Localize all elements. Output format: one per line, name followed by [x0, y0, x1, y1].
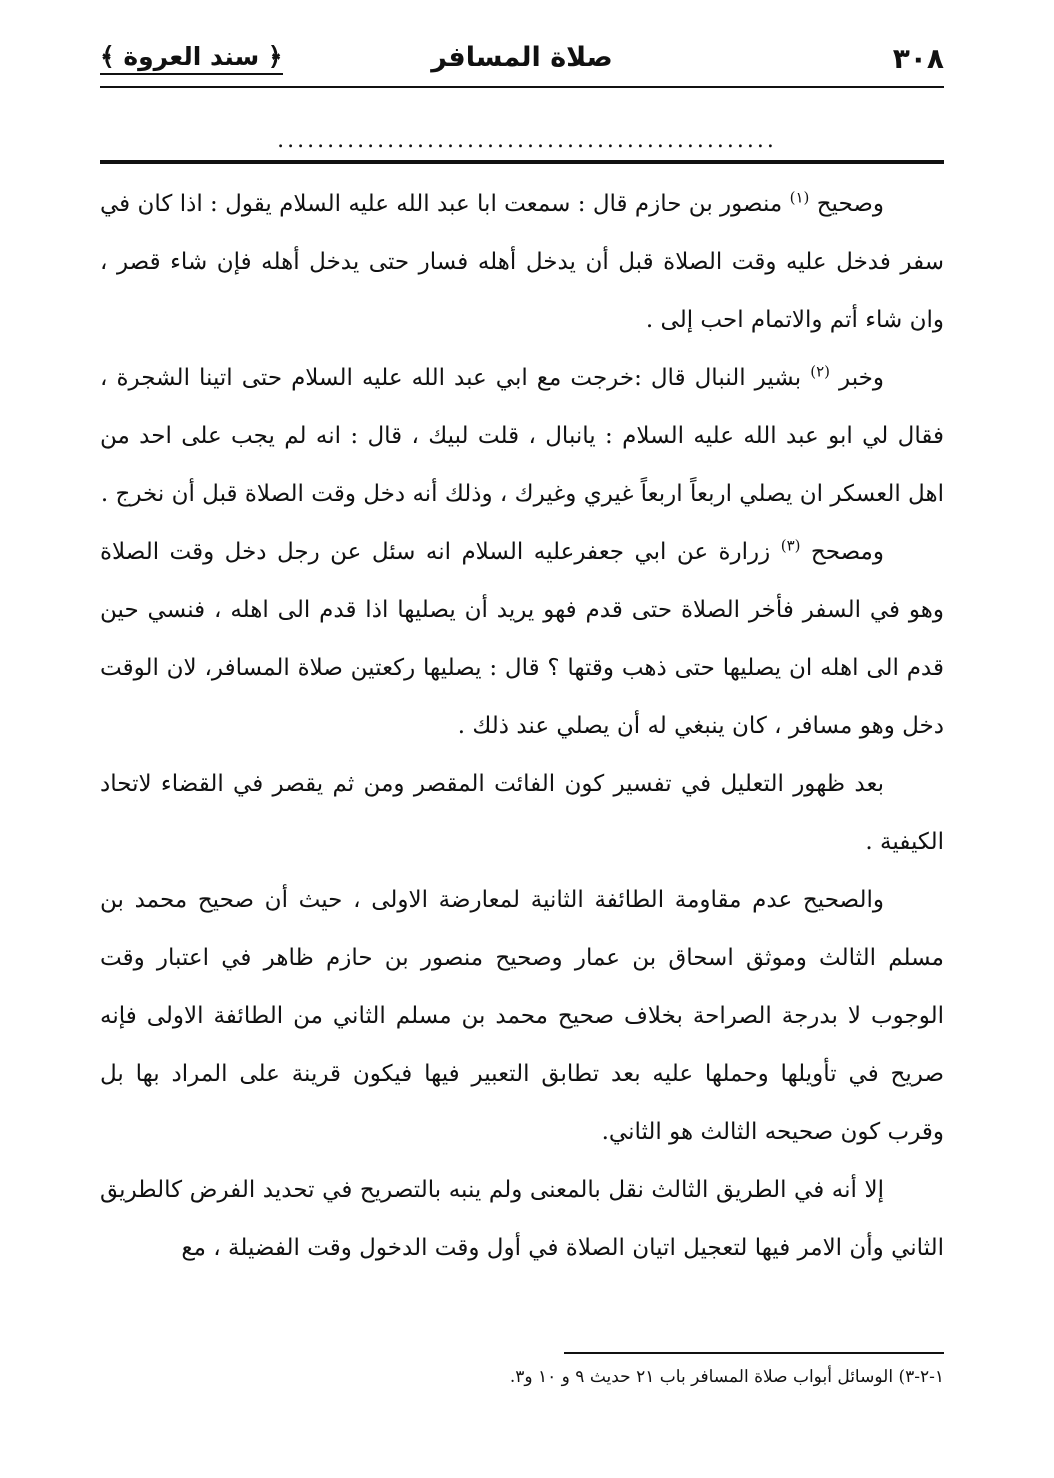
paragraph: وصحيح $^{(١)}$ منصور بن حازم قال : سمعت ابا عبد الله عليه السلام يقول : اذا كان في سفر فدخل عليه وقت الصلاة قبل أن يدخل أهله فسار حتى يدخل أهله فإن شاء قصر ، وان شاء أتم والاتمام احب إلى .: [100, 188, 944, 333]
paragraph: بعد ظهور التعليل في تفسير كون الفائت المقصر ومن ثم يقصر في القضاء لاتحاد الكيفية .: [100, 771, 944, 855]
section-rule: [100, 160, 944, 164]
footnote-ref: (٣): [780, 536, 801, 555]
header-rule: [100, 86, 944, 88]
page-header: [100, 42, 944, 86]
separator-dots: ..................................................: [277, 128, 777, 148]
book-title: ﴿ سند العروة ﴾: [100, 42, 283, 75]
footnote-ref: (١): [789, 188, 810, 207]
paragraph: ومصحح $^{(٣)}$ زرارة عن ابي جعفرعليه السلام انه سئل عن رجل دخل وقت الصلاة وهو في السفر فأخر الصلاة حتى قدم فهو يريد أن يصليها اذا قدم الى اهله ، فنسي حين قدم الى اهله ان يصليها حتى ذهب وقتها ؟ قال : يصليها ركعتين صلاة المسافر، لان الوقت دخل وهو مسافر ، كان ينبغي له أن يصلي عند ذلك .: [100, 536, 944, 739]
paragraph: وخبر $^{(٢)}$ بشير النبال قال :خرجت مع ابي عبد الله عليه السلام حتى اتينا الشجرة ، فقال لي ابو عبد الله عليه السلام : يانبال ، قلت لبيك ، قال : انه لم يجب على احد من اهل العسكر ان يصلي اربعاً اربعاً غيري وغيرك ، وذلك أنه دخل وقت الصلاة قبل أن نخرج .: [100, 362, 944, 507]
footnote-rule: [564, 1352, 944, 1354]
footnote-ref: (٢): [810, 362, 830, 381]
footnote: ١-٢-٣) الوسائل أبواب صلاة المسافر باب ٢١ حديث ٩ و ١٠ و٣.: [509, 1367, 944, 1387]
body-text: [100, 175, 944, 1335]
paragraph: والصحيح عدم مقاومة الطائفة الثانية لمعارضة الاولى ، حيث أن صحيح محمد بن مسلم الثالث وموثق اسحاق بن عمار وصحيح منصور بن حازم ظاهر في اعتبار وقت الوجوب لا بدرجة الصراحة بخلاف صحيح محمد بن مسلم الثاني من الطائفة الاولى فإنه صريح في تأويلها وحملها عليه بعد تطابق التعبير فيها فيكون قرينة على المراد بها بل وقرب كون صحيحه الثالث هو الثاني.: [100, 887, 944, 1145]
paragraph: إلا أنه في الطريق الثالث نقل بالمعنى ولم ينبه بالتصريح في تحديد الفرض كالطريق الثاني وأن الامر فيها لتعجيل اتيان الصلاة في أول وقت الدخول وقت الفضيلة ، مع: [100, 1177, 944, 1261]
running-title: صلاة المسافر: [431, 42, 613, 73]
page-number: ٣٠٨: [892, 42, 944, 75]
